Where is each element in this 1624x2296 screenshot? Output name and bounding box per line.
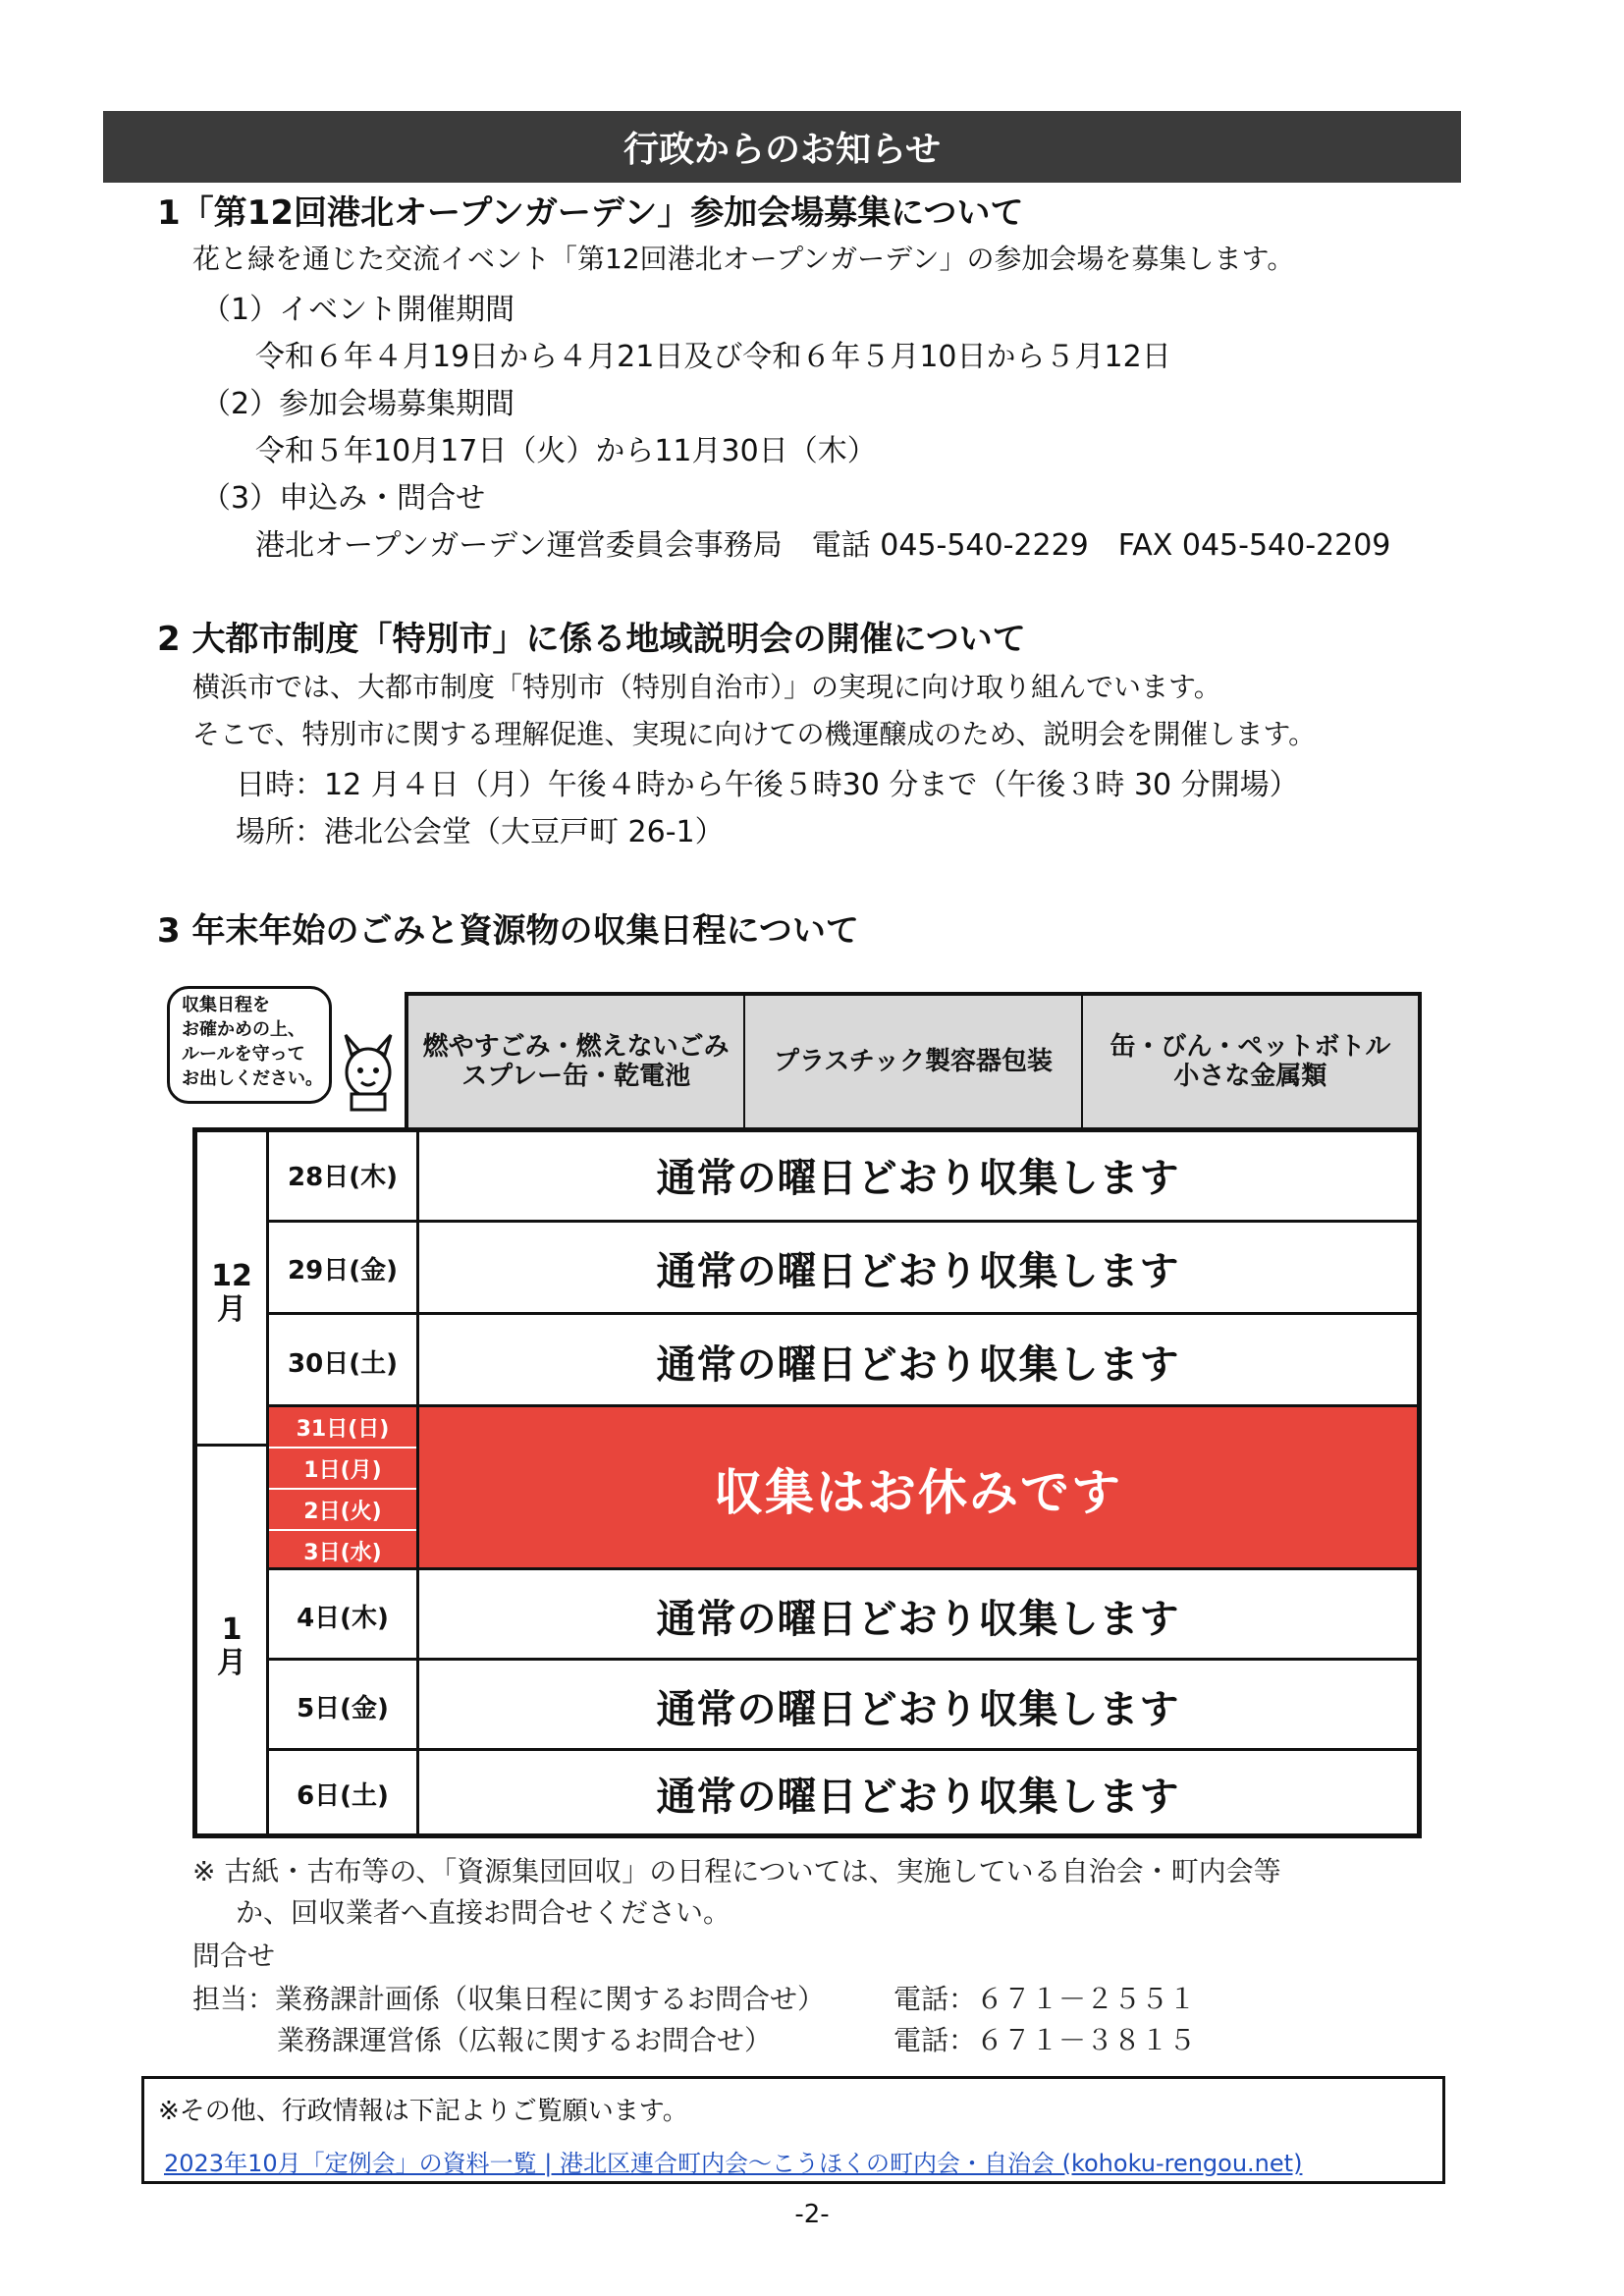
table-row	[266, 1658, 1417, 1751]
bubble-line: お確かめの上、	[182, 1019, 305, 1040]
contact1-name: 担当：業務課計画係（収集日程に関するお問合せ）	[192, 1983, 826, 2015]
day-cell: 6日(土)	[266, 1751, 419, 1836]
day-cell: 29日(金)	[266, 1223, 419, 1313]
note-line2: か、回収業者へ直接お問合せください。	[236, 1896, 731, 1929]
collection-message: 通常の曜日どおり収集します	[656, 1775, 1180, 1820]
contact2-tel: 電話：６７１－３８１５	[893, 2024, 1197, 2056]
day-cell: 30日(土)	[266, 1315, 419, 1407]
table-row	[266, 1567, 1417, 1661]
page-number: -2-	[794, 2200, 830, 2229]
holiday-block	[266, 1404, 1417, 1570]
section1-item3-value: 港北オープンガーデン運営委員会事務局 電話 045-540-2229 FAX 045-540-2209	[255, 528, 1391, 563]
contact2-name: 業務課運営係（広報に関するお問合せ）	[277, 2024, 773, 2056]
bubble-line: お出しください。	[182, 1068, 323, 1089]
table-row	[266, 1129, 1417, 1220]
collection-message: 通常の曜日どおり収集します	[656, 1155, 1180, 1201]
day-cell: 28日(木)	[266, 1129, 419, 1220]
holiday-day: 1日(月)	[269, 1447, 416, 1488]
schedule-table-header	[405, 992, 1422, 1127]
section2-line1: 横浜市では、大都市制度「特別市（特別自治市）」の実現に向け取り組んでいます。	[192, 671, 1221, 703]
table-row	[266, 1220, 1417, 1313]
header-burnable: 燃やすごみ・燃えないごみ スプレー缶・乾電池	[422, 1032, 730, 1091]
day-cell: 4日(木)	[266, 1570, 419, 1661]
section1-item3-label: （3）申込み・問合せ	[201, 481, 486, 516]
holiday-day: 31日(日)	[269, 1407, 416, 1447]
table-row	[266, 1748, 1417, 1836]
contact-label: 問合せ	[192, 1940, 276, 1972]
header-plastic: プラスチック製容器包装	[743, 996, 1080, 1127]
section-banner: 行政からのお知らせ	[103, 111, 1461, 183]
holiday-day: 3日(水)	[269, 1529, 416, 1570]
contact1-tel: 電話：６７１－２５５１	[893, 1983, 1197, 2015]
section1-item2-label: （2）参加会場募集期間	[201, 387, 515, 421]
speech-bubble	[167, 986, 332, 1104]
holiday-message: 収集はお休みです	[419, 1407, 1417, 1570]
section1-title: 1「第12回港北オープンガーデン」参加会場募集について	[157, 193, 1024, 233]
section2-title: 2 大都市制度「特別市」に係る地域説明会の開催について	[157, 620, 1026, 659]
section1-intro: 花と緑を通じた交流イベント「第12回港北オープンガーデン」の参加会場を募集します。	[192, 243, 1295, 275]
section1-item1-label: （1）イベント開催期間	[201, 293, 515, 327]
section2-place: 場所：港北公会堂（大豆戸町 26-1）	[236, 815, 725, 849]
month-january: 1 月	[217, 1613, 246, 1680]
day-cell: 5日(金)	[266, 1661, 419, 1751]
section2-datetime: 日時：12 月４日（月）午後４時から午後５時30 分まで（午後３時 30 分開場）	[236, 768, 1299, 802]
collection-message: 通常の曜日どおり収集します	[656, 1686, 1180, 1732]
note-line1: ※ 古紙・古布等の、「資源集団回収」の日程については、実施している自治会・町内会等	[192, 1855, 1281, 1887]
info-text: ※その他、行政情報は下記よりご覧願います。	[158, 2097, 688, 2126]
section2-line2: そこで、特別市に関する理解促進、実現に向けての機運醸成のため、説明会を開催します。	[192, 718, 1317, 750]
collection-message: 通常の曜日どおり収集します	[656, 1248, 1180, 1294]
bubble-line: ルールを守って	[182, 1044, 305, 1065]
table-row	[266, 1312, 1417, 1407]
month-divider	[197, 1444, 266, 1447]
holiday-day: 2日(火)	[269, 1488, 416, 1529]
info-link[interactable]: 2023年10月「定例会」の資料一覧 | 港北区連合町内会～こうほくの町内会・自治会 (kohoku-rengou.net)	[164, 2150, 1303, 2177]
holiday-days	[266, 1407, 419, 1570]
month-december: 12 月	[211, 1259, 252, 1327]
section1-item2-value: 令和５年10月17日（火）から11月30日（木）	[255, 434, 877, 468]
collection-message: 通常の曜日どおり収集します	[656, 1341, 1180, 1388]
info-box	[141, 2076, 1445, 2184]
section3-title: 3 年末年始のごみと資源物の収集日程について	[157, 911, 859, 951]
schedule-table	[192, 1127, 1422, 1838]
mascot-icon	[334, 1033, 403, 1114]
header-cans-bottles: 缶・びん・ペットボトル 小さな金属類	[1081, 996, 1418, 1127]
collection-message: 通常の曜日どおり収集します	[656, 1596, 1180, 1642]
bubble-line: 収集日程を	[182, 995, 270, 1015]
section1-item1-value: 令和６年４月19日から４月21日及び令和６年５月10日から５月12日	[255, 340, 1171, 374]
